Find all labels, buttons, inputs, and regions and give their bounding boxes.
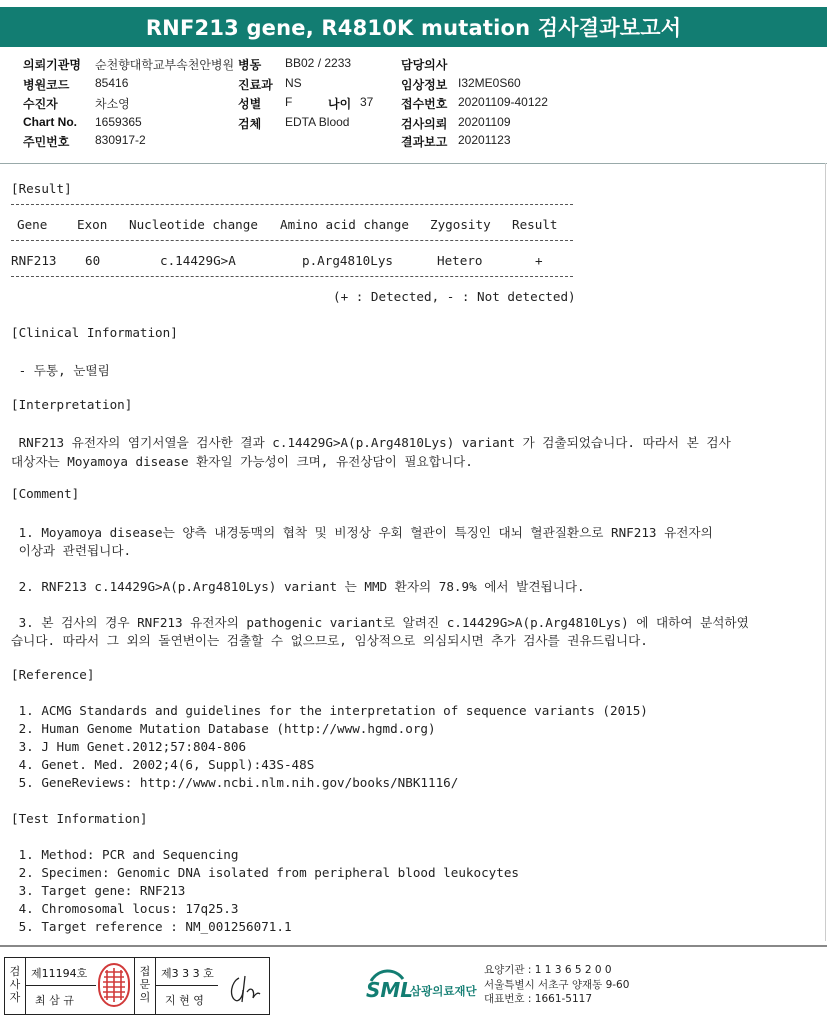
reference-item: 3. J Hum Genet.2012;57:804-806 — [11, 739, 247, 754]
reference-item: 4. Genet. Med. 2002;4(6, Suppl):43S-48S — [11, 757, 315, 772]
clinical-label: 임상정보 — [401, 78, 448, 92]
test-info-item: 2. Specimen: Genomic DNA isolated from peripheral blood leukocytes — [11, 865, 519, 880]
age-value: 37 — [360, 95, 374, 109]
table-rule-bottom — [11, 276, 573, 277]
cell-result: + — [535, 253, 543, 268]
confirmer-label-1: 접 — [139, 965, 151, 978]
comment-3-line-1: 3. 본 검사의 경우 RNF213 유전자의 pathogenic variant로 알려진 c.14429G>A(p.Arg4810Lys) 에 대하여 분석하였 — [11, 615, 749, 630]
comment-1-line-2: 이상과 관련됩니다. — [11, 543, 132, 558]
doctor-label: 담당의사 — [401, 58, 448, 72]
reference-item: 1. ACMG Standards and guidelines for the interpretation of sequence variants (2015) — [11, 703, 648, 718]
confirmer-label-2: 문 — [139, 978, 151, 991]
lab-info — [484, 963, 629, 1007]
inspector-name: 최 삼 규 — [35, 994, 74, 1007]
rrn-label: 주민번호 — [23, 135, 70, 149]
lab-phone: 대표번호 : 1661-5117 — [484, 993, 593, 1005]
request-value: 20201109 — [458, 115, 511, 129]
hospcode-value: 85416 — [95, 76, 129, 90]
report-label: 결과보고 — [401, 135, 448, 149]
col-header-gene: Gene — [17, 217, 48, 232]
comment-section-title: [Comment] — [11, 486, 80, 501]
sml-logo-icon — [365, 965, 480, 1005]
col-header-exon: Exon — [77, 217, 108, 232]
request-label: 검사의뢰 — [401, 117, 448, 131]
chart-value: 1659365 — [95, 115, 142, 129]
sml-logo-text: SML — [366, 978, 414, 1002]
cell-nucleotide: c.14429G>A — [160, 253, 236, 268]
accession-value: 20201109-40122 — [458, 95, 548, 109]
col-header-zygosity: Zygosity — [430, 217, 491, 232]
comment-2-line-1: 2. RNF213 c.14429G>A(p.Arg4810Lys) variant 는 MMD 환자의 78.9% 에서 발견됩니다. — [11, 579, 585, 594]
test-info-item: 1. Method: PCR and Sequencing — [11, 847, 239, 862]
recipient-label: 수진자 — [23, 97, 58, 111]
inspector-label-3: 자 — [9, 991, 21, 1004]
reference-item: 2. Human Genome Mutation Database (http://www.hgmd.org) — [11, 721, 436, 736]
sex-value: F — [285, 95, 293, 109]
confirmer-license: 제3 3 3 호 — [161, 967, 214, 980]
rrn-value: 830917-2 — [95, 133, 146, 147]
reference-item: 5. GeneReviews: http://www.ncbi.nlm.nih.gov/books/NBK1116/ — [11, 775, 459, 790]
inspector-license: 제11194호 — [31, 967, 88, 980]
confirmer-label-cell — [135, 958, 156, 1014]
chart-label: Chart No. — [23, 115, 77, 129]
col-header-nucleotide: Nucleotide change — [129, 217, 258, 232]
inspector-label-1: 검 — [9, 965, 21, 978]
test-info-item: 4. Chromosomal locus: 17q25.3 — [11, 901, 239, 916]
comment-1-line-1: 1. Moyamoya disease는 양측 내경동맥의 협착 및 비정상 우회 혈관이 특징인 대뇌 혈관질환으로 RNF213 유전자의 — [11, 525, 713, 540]
dept-label: 진료과 — [238, 78, 273, 92]
clinical-text: - 두통, 눈떨림 — [11, 363, 110, 378]
cell-gene: RNF213 — [11, 253, 57, 268]
recipient-value: 차소영 — [95, 97, 130, 111]
col-header-result: Result — [512, 217, 558, 232]
interpretation-line-1: RNF213 유전자의 염기서열을 검사한 결과 c.14429G>A(p.Arg4810Lys) variant 가 검출되었습니다. 따라서 본 검사 — [11, 435, 731, 450]
inspector-cell-rule — [26, 985, 96, 986]
patient-info — [0, 53, 827, 163]
lab-name: 삼광의료재단 — [410, 984, 477, 998]
specimen-label: 검체 — [238, 117, 262, 131]
sex-label: 성별 — [238, 97, 262, 111]
org-value: 순천향대학교부속천안병원 — [95, 58, 235, 72]
lab-code: 요양기관 : 1 1 3 6 5 2 0 0 — [484, 964, 612, 976]
interpretation-section-title: [Interpretation] — [11, 397, 133, 412]
inspector-label-2: 사 — [9, 978, 21, 991]
test-info-item: 5. Target reference : NM_001256071.1 — [11, 919, 292, 934]
footer-divider — [0, 945, 827, 947]
result-section-title: [Result] — [11, 181, 72, 196]
age-label: 나이 — [328, 97, 352, 111]
dept-value: NS — [285, 76, 302, 90]
report-body — [0, 163, 827, 941]
result-legend: (+ : Detected, - : Not detected) — [333, 289, 576, 304]
col-header-amino: Amino acid change — [280, 217, 409, 232]
test-info-section-title: [Test Information] — [11, 811, 148, 826]
clinical-value: I32ME0S60 — [458, 76, 521, 90]
lab-address: 서울특별시 서초구 양재동 9-60 — [484, 978, 630, 991]
report-value: 20201123 — [458, 133, 511, 147]
org-label: 의뢰기관명 — [23, 58, 81, 72]
hospcode-label: 병원코드 — [23, 78, 70, 92]
ward-label: 병동 — [238, 58, 262, 72]
confirmer-cell-rule — [156, 985, 218, 986]
specimen-value: EDTA Blood — [285, 115, 350, 129]
comment-3-line-2: 습니다. 따라서 그 외의 돌연변이는 검출할 수 없으므로, 임상적으로 의심되시면 추가 검사를 권유드립니다. — [11, 633, 648, 648]
confirmer-name: 지 현 영 — [165, 994, 204, 1007]
report-title: RNF213 gene, R4810K mutation 검사결과보고서 — [145, 16, 682, 40]
signature-box — [4, 957, 270, 1015]
inspector-label-cell — [5, 958, 26, 1014]
cell-amino: p.Arg4810Lys — [302, 253, 393, 268]
inspector-seal-icon — [97, 962, 131, 1008]
interpretation-line-2: 대상자는 Moyamoya disease 환자일 가능성이 크며, 유전상담이 필요합니다. — [11, 454, 473, 469]
table-rule-mid — [11, 240, 573, 241]
reference-section-title: [Reference] — [11, 667, 95, 682]
confirmer-signature-icon — [225, 972, 261, 1006]
cell-zygosity: Hetero — [437, 253, 483, 268]
table-rule-top — [11, 204, 573, 205]
report-title-bar — [0, 7, 827, 47]
confirmer-label-3: 의 — [139, 991, 151, 1004]
ward-value: BB02 / 2233 — [285, 56, 352, 70]
cell-exon: 60 — [85, 253, 101, 268]
clinical-section-title: [Clinical Information] — [11, 325, 178, 340]
accession-label: 접수번호 — [401, 97, 448, 111]
test-info-item: 3. Target gene: RNF213 — [11, 883, 186, 898]
